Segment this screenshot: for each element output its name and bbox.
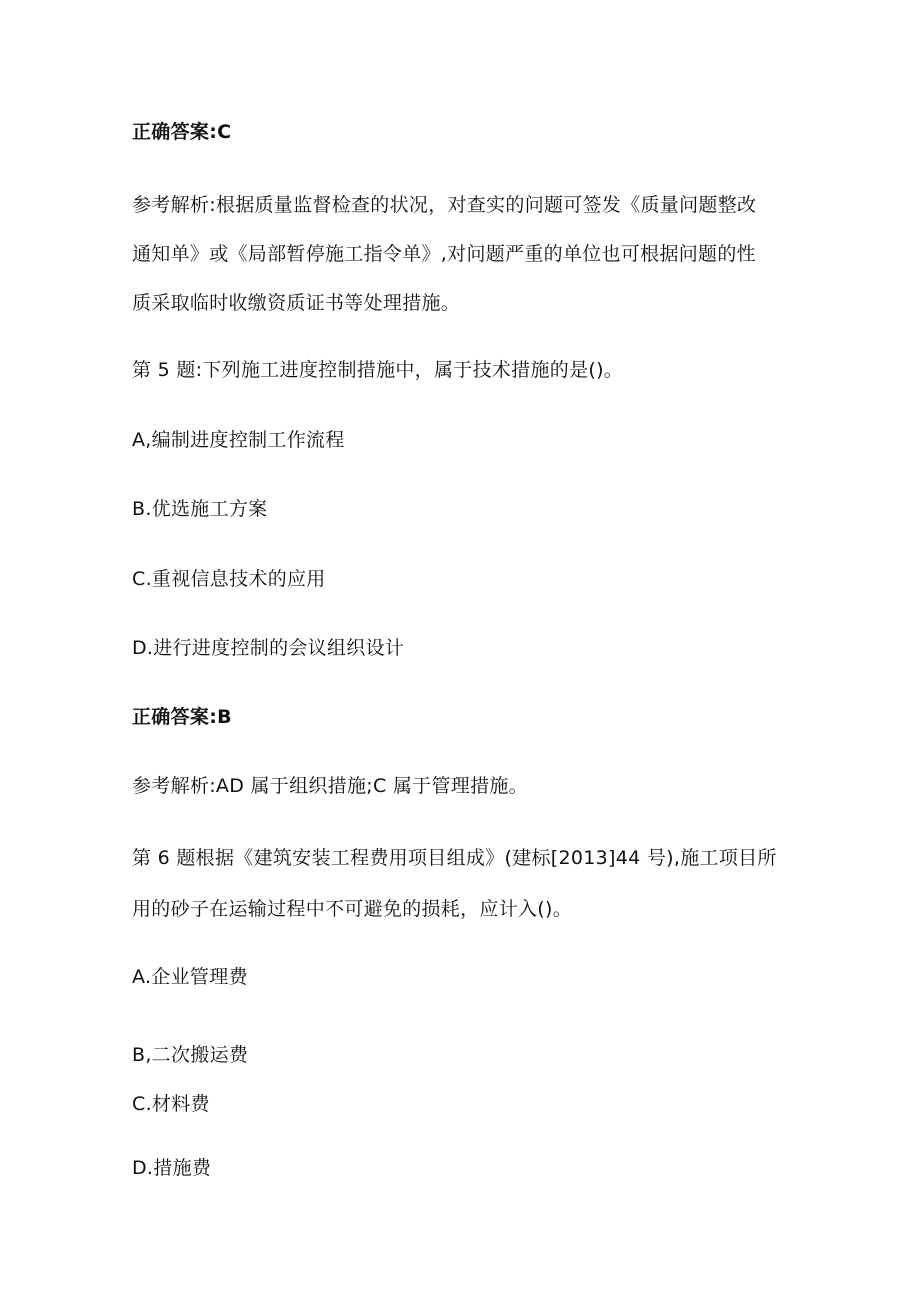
q6-option-a: A.企业管理费 [132,966,248,988]
question-5: 第 5 题:下列施工进度控制措施中，属于技术措施的是()。 [132,359,624,381]
q5-option-a: A,编制进度控制工作流程 [132,429,345,451]
explanation-q4-line2: 通知单》或《局部暂停施工指令单》,对问题严重的单位也可根据问题的性 [132,243,756,265]
q6-option-c: C.材料费 [132,1093,210,1115]
q5-option-b: B.优选施工方案 [132,498,268,520]
explanation-q5: 参考解析:AD 属于组织措施;C 属于管理措施。 [132,775,528,797]
explanation-q4-line1: 参考解析:根据质量监督检查的状况，对查实的问题可签发《质量问题整改 [132,194,757,216]
answer-q4: 正确答案:C [132,121,232,143]
explanation-q4-line3: 质采取临时收缴资质证书等处理措施。 [132,292,461,314]
q6-option-b: B,二次搬运费 [132,1044,249,1066]
question-6-line1: 第 6 题根据《建筑安装工程费用项目组成》(建标[2013]44 号),施工项目所 [132,847,777,869]
q5-option-d: D.进行进度控制的会议组织设计 [132,637,405,659]
answer-q5: 正确答案:B [132,706,232,728]
q5-option-c: C.重视信息技术的应用 [132,568,326,590]
q6-option-d: D.措施费 [132,1157,212,1179]
question-6-line2: 用的砂子在运输过程中不可避免的损耗，应计入()。 [132,898,573,920]
